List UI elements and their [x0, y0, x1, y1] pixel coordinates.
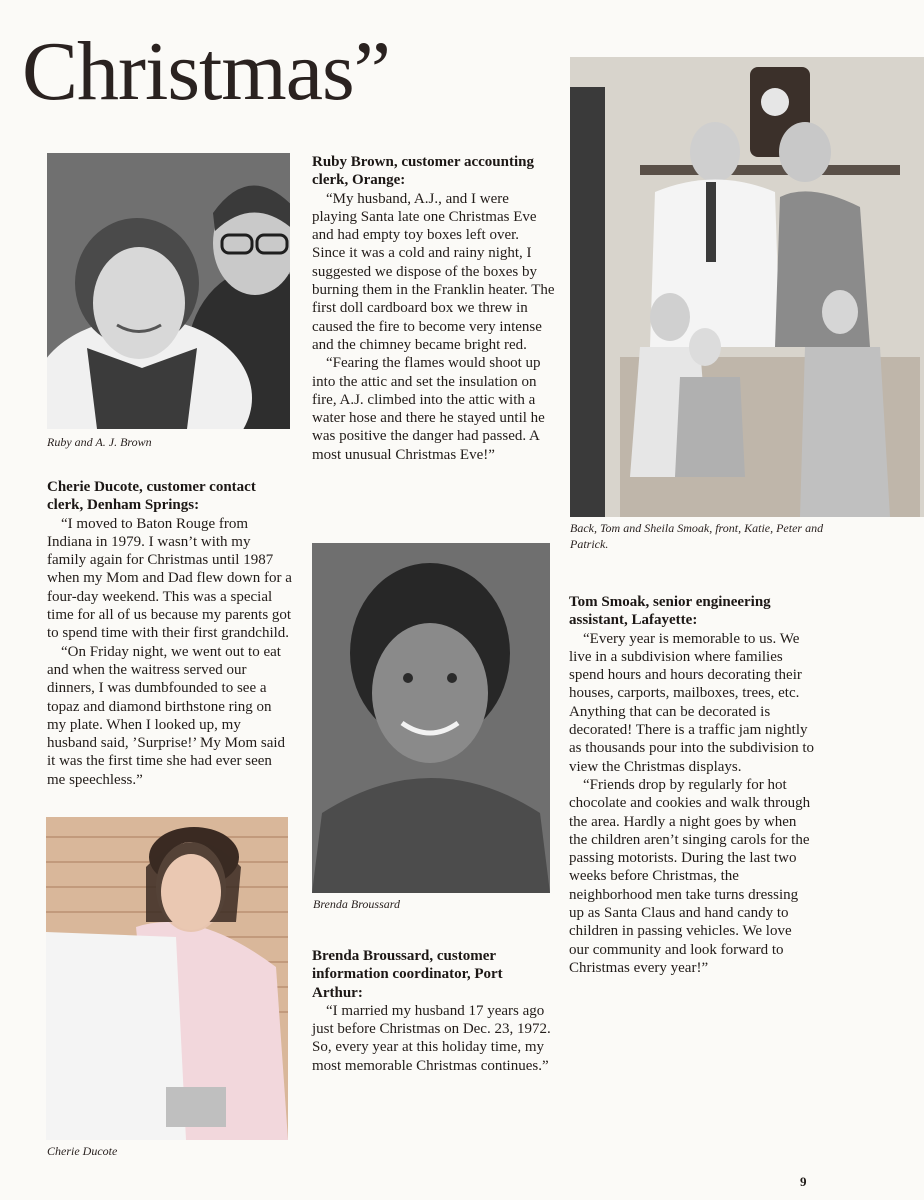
page-number: 9	[800, 1174, 807, 1189]
ruby-caption: Ruby and A. J. Brown	[47, 435, 152, 449]
brenda-broussard-photo	[312, 543, 550, 893]
cherie-paragraph: “On Friday night, we went out to eat and when the waitress served our dinners, I was dumbfounded to see a topaz and diamond birthstone ring on my plate. When I looked up, my husband said, ’Surprise!’ My Mom said it was the first time she had ever seen me speechless.”	[47, 643, 286, 788]
tom-heading: Tom Smoak, senior engineering assistant, Lafayette:	[569, 594, 771, 629]
cherie-caption: Cherie Ducote	[47, 1144, 118, 1158]
smoak-family-photo	[570, 57, 924, 517]
brenda-broussard-story	[312, 947, 555, 1075]
cherie-ducote-photo	[46, 817, 288, 1140]
ruby-paragraph: “Fearing the flames would shoot up into the attic and set the insulation on fire, A.J. climbed into the attic with a water hose and there he stayed until he was positive the danger had passed. A most unusual Christmas Eve!”	[312, 355, 545, 463]
tom-paragraph: “Every year is memorable to us. We live in a subdivision where families spend hours and hours decorating their houses, carports, mailboxes, trees, etc. Anything that can be decorated is decorated! There is a traffic jam nightly as thousands pour into the subdivision to view the Christmas displays.	[569, 630, 814, 775]
page-title: Christmas”	[22, 25, 390, 118]
ruby-heading: Ruby Brown, customer accounting clerk, Orange:	[312, 154, 534, 189]
cherie-ducote-story	[47, 478, 292, 789]
brenda-paragraph: “I married my husband 17 years ago just before Christmas on Dec. 23, 1972. So, every year at this holiday time, my most memorable Christmas continues.”	[312, 1002, 551, 1074]
cherie-heading: Cherie Ducote, customer contact clerk, Denham Springs:	[47, 479, 256, 514]
cherie-paragraph: “I moved to Baton Rouge from Indiana in 1979. I wasn’t with my family again for Christmas until 1987 when my Mom and Dad flew down for a four-day weekend. This was a special time for all of us because my parents got to spend time with their first grandchild.	[47, 515, 292, 642]
ruby-paragraph: “My husband, A.J., and I were playing Santa late one Christmas Eve and had empty toy boxes left over. Since it was a cold and rainy night, I suggested we dispose of the boxes by burning them in the Franklin heater. The first doll cardboard box we threw in caused the fire to become very intense and the chimney became bright red.	[312, 190, 555, 353]
tom-paragraph: “Friends drop by regularly for hot chocolate and cookies and walk through the area. Hardly a night goes by when the children aren’t singing carols for the passing motorists. During the last two weeks before Christmas, the neighborhood men take turns dressing up as Santa Claus and hand candy to children in passing vehicles. We love our community and look forward to Christmas every year!”	[569, 776, 811, 976]
ruby-and-aj-brown-photo	[47, 153, 290, 429]
tom-smoak-story	[569, 593, 814, 977]
brenda-heading: Brenda Broussard, customer information coordinator, Port Arthur:	[312, 948, 503, 1001]
ruby-brown-story	[312, 153, 555, 464]
brenda-caption: Brenda Broussard	[313, 897, 400, 911]
smoak-caption: Back, Tom and Sheila Smoak, front, Katie, Peter and Patrick.	[570, 521, 824, 552]
